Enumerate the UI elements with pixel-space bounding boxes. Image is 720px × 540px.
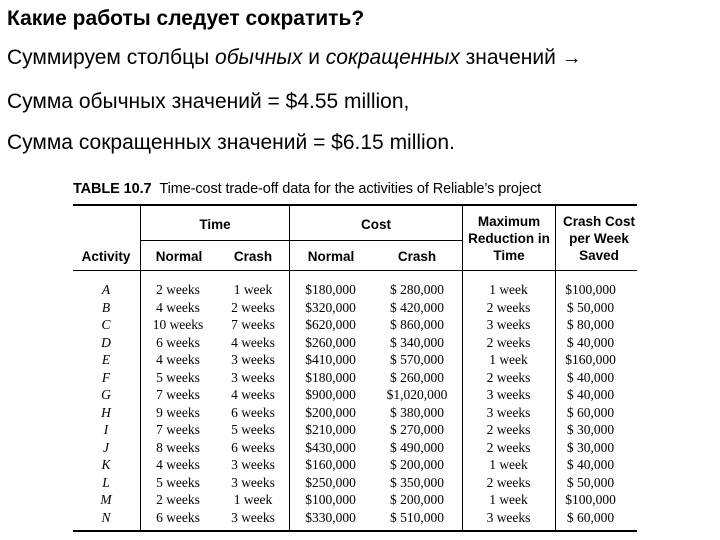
max-reduction-cell: 1 week (489, 282, 528, 297)
normal-time-header: Normal (155, 249, 203, 264)
normal-cost-cell: $100,000 (305, 492, 356, 507)
activity-cell: B (101, 299, 111, 315)
crash-time-cell: 3 weeks (231, 474, 275, 490)
table-row (73, 299, 626, 317)
max-reduction-cell: 2 weeks (486, 299, 531, 315)
crash-cost-cell: $ 200,000 (390, 457, 444, 472)
crash-cost-cell: $ 340,000 (390, 334, 444, 350)
max-reduction-cell: 2 weeks (486, 369, 531, 385)
crash-cost-cell: $ 490,000 (390, 439, 444, 455)
table-caption-id: TABLE 10.7 (73, 181, 152, 197)
activity-cell: G (101, 387, 111, 402)
crash-cost-cell: $ 510,000 (390, 509, 444, 525)
crash-cost-cell: $ 200,000 (390, 492, 444, 507)
table-row (73, 509, 626, 527)
max-reduction-cell: 2 weeks (486, 422, 531, 437)
crash-cost-per-week-cell: $ 60,000 (566, 509, 615, 525)
instruction-suffix: значений (459, 46, 562, 69)
crash-time-cell: 3 weeks (231, 509, 275, 525)
crash-cost-per-week-cell: $100,000 (565, 282, 616, 297)
max-reduction-cell: 2 weeks (486, 439, 531, 455)
activity-cell: L (102, 474, 110, 490)
table-row (73, 334, 626, 352)
crash-time-cell: 4 weeks (231, 334, 275, 350)
crash-sum-line: Сумма сокращенных значений = $6.15 million. (7, 131, 455, 154)
normal-time-cell: 9 weeks (156, 404, 200, 420)
crash-time-cell: 3 weeks (231, 369, 275, 385)
time-group-rule (141, 240, 289, 241)
crash-time-header: Crash (233, 249, 273, 264)
table-row (73, 404, 626, 422)
normal-time-cell: 7 weeks (156, 422, 200, 437)
crash-cost-per-week-cell: $100,000 (565, 492, 616, 507)
crash-cost-per-week-cell: $ 40,000 (566, 369, 615, 385)
crash-time-cell: 1 week (233, 282, 273, 297)
normal-cost-cell: $620,000 (305, 317, 356, 332)
instruction-crash-term: сокращенных (325, 46, 460, 69)
max-reduction-cell: 3 weeks (486, 317, 531, 332)
header-bottom-rule (73, 270, 637, 271)
normal-cost-cell: $410,000 (305, 352, 356, 367)
table-caption (73, 181, 541, 197)
crash-time-cell: 4 weeks (231, 387, 275, 402)
crash-cost-per-week-cell: $ 30,000 (566, 422, 615, 437)
cost-group-rule (290, 240, 462, 241)
activity-header: Activity (81, 249, 131, 264)
arrow-right-icon: → (561, 47, 582, 69)
time-group-header: Time (199, 217, 231, 232)
crash-cost-cell: $ 380,000 (390, 404, 444, 420)
normal-time-cell: 4 weeks (156, 352, 200, 367)
crash-cost-header: Crash (397, 249, 437, 264)
max-reduction-cell: 3 weeks (486, 387, 531, 402)
activity-cell: F (101, 369, 111, 385)
crash-cost-cell: $ 860,000 (390, 317, 444, 332)
crash-cost-per-week-header: Crash Cost per Week Saved (562, 214, 635, 263)
normal-cost-cell: $320,000 (305, 299, 356, 315)
crash-cost-cell: $ 270,000 (390, 422, 444, 437)
activity-cell: K (101, 457, 111, 472)
table-top-rule (73, 204, 637, 206)
crash-time-cell: 5 weeks (231, 422, 275, 437)
table-row (73, 316, 626, 334)
max-reduction-cell: 3 weeks (486, 404, 531, 420)
max-reduction-cell: 3 weeks (486, 509, 531, 525)
table-row (73, 439, 626, 457)
normal-cost-cell: $160,000 (305, 457, 356, 472)
activity-cell: H (101, 404, 111, 420)
table-row (73, 351, 626, 369)
crash-cost-per-week-cell: $ 40,000 (566, 457, 615, 472)
normal-cost-cell: $210,000 (305, 422, 356, 437)
crash-cost-cell: $ 420,000 (390, 299, 444, 315)
table-row (73, 369, 626, 387)
crash-cost-per-week-cell: $ 60,000 (566, 404, 615, 420)
max-reduction-cell: 1 week (489, 352, 528, 367)
max-reduction-header: Maximum Reduction in Time (468, 214, 550, 263)
normal-cost-cell: $260,000 (305, 334, 356, 350)
crash-cost-per-week-cell: $ 80,000 (566, 317, 615, 332)
table-row (73, 491, 626, 509)
crash-time-cell: 2 weeks (231, 299, 275, 315)
crash-time-cell: 3 weeks (231, 457, 275, 472)
normal-cost-cell: $250,000 (305, 474, 356, 490)
instruction-mid: и (302, 46, 326, 69)
activity-cell: M (100, 492, 112, 507)
crash-time-cell: 7 weeks (231, 317, 275, 332)
normal-cost-cell: $180,000 (305, 282, 356, 297)
activity-cell: J (103, 439, 109, 455)
normal-cost-cell: $200,000 (305, 404, 356, 420)
activity-cell: E (101, 352, 111, 367)
activity-cell: I (103, 422, 109, 437)
activity-cell: N (101, 509, 111, 525)
crash-time-cell: 6 weeks (231, 439, 275, 455)
crash-cost-per-week-cell: $160,000 (565, 352, 616, 367)
crash-cost-cell: $ 260,000 (390, 369, 444, 385)
activity-cell: D (101, 334, 111, 350)
crash-time-cell: 3 weeks (231, 352, 275, 367)
instruction-prefix: Суммируем столбцы (7, 46, 216, 69)
crash-cost-per-week-cell: $ 50,000 (566, 474, 615, 490)
crash-cost-per-week-cell: $ 40,000 (566, 334, 615, 350)
activity-cell: C (101, 317, 111, 332)
crash-time-cell: 6 weeks (231, 404, 275, 420)
table-row (73, 386, 626, 404)
table-row (73, 281, 626, 299)
normal-cost-cell: $430,000 (305, 439, 356, 455)
table-row (73, 421, 626, 439)
max-reduction-cell: 2 weeks (486, 474, 531, 490)
normal-time-cell: 8 weeks (156, 439, 200, 455)
normal-time-cell: 4 weeks (156, 299, 200, 315)
crash-cost-cell: $1,020,000 (386, 387, 448, 402)
crash-cost-per-week-cell: $ 50,000 (566, 299, 615, 315)
instruction-line (7, 45, 582, 71)
crash-time-cell: 1 week (233, 492, 273, 507)
normal-cost-header: Normal (307, 249, 355, 264)
normal-cost-cell: $330,000 (305, 509, 356, 525)
slide-heading: Какие работы следует сократить? (7, 7, 365, 30)
normal-time-cell: 7 weeks (156, 387, 200, 402)
table-bottom-rule (73, 530, 637, 532)
normal-cost-cell: $900,000 (305, 387, 356, 402)
max-reduction-cell: 2 weeks (486, 334, 531, 350)
crash-cost-cell: $ 280,000 (390, 282, 444, 297)
crash-cost-per-week-cell: $ 30,000 (566, 439, 615, 455)
crash-cost-per-week-cell: $ 40,000 (566, 387, 615, 402)
table-row (73, 474, 626, 492)
table-row (73, 456, 626, 474)
normal-time-cell: 2 weeks (156, 282, 200, 297)
normal-time-cell: 6 weeks (156, 509, 200, 525)
normal-cost-cell: $180,000 (305, 369, 356, 385)
time-cost-table (73, 281, 626, 526)
normal-time-cell: 5 weeks (156, 474, 200, 490)
crash-cost-cell: $ 350,000 (390, 474, 444, 490)
table-caption-text: Time-cost trade-off data for the activities of Reliable’s project (159, 181, 542, 197)
instruction-normal-term: обычных (215, 46, 303, 69)
max-reduction-cell: 1 week (489, 492, 528, 507)
activity-cell: A (101, 282, 111, 297)
normal-time-cell: 2 weeks (156, 492, 200, 507)
max-reduction-cell: 1 week (489, 457, 528, 472)
normal-time-cell: 10 weeks (152, 317, 204, 332)
crash-cost-cell: $ 570,000 (390, 352, 444, 367)
normal-time-cell: 4 weeks (156, 457, 200, 472)
normal-time-cell: 6 weeks (156, 334, 200, 350)
normal-sum-line: Сумма обычных значений = $4.55 million, (7, 90, 410, 113)
normal-time-cell: 5 weeks (156, 369, 200, 385)
cost-group-header: Cost (361, 217, 391, 232)
